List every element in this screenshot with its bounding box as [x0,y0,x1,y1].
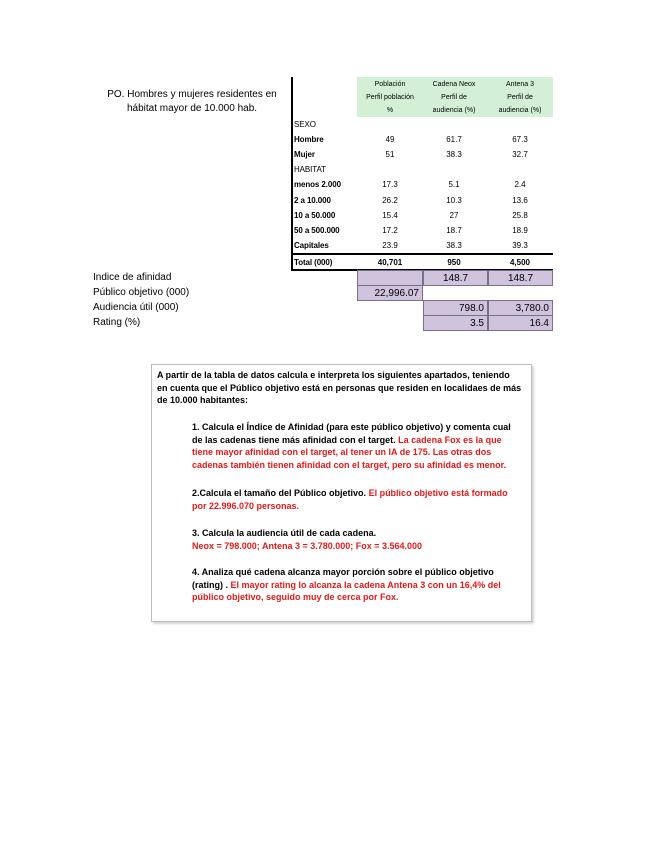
cell: 17.2 [382,226,398,235]
publico-objetivo-cell: 22,996.07 [357,285,423,301]
answer-1: La cadena Fox es la que tiene mayor afinidad con el target, al tener un IA de 175. Las otras dos cadenas también tienen afinidad con el target, pero su afinidad es menor. [192,434,507,470]
header-poblacion: Población Perfil población % [366,81,414,114]
question-1: 1. Calcula el Índice de Afinidad (para este público objetivo) y comenta cual de las cadenas tiene más afinidad con el target. La cadena Fox es la que tiene mayor afinidad con el target, al tener un IA de 175. Las otras dos cadenas también tienen afinidad con el target, pero su afinidad es menor. [192,422,511,470]
indice-neox-cell: 148.7 [423,270,488,286]
question-4: 4. Analiza qué cadena alcanza mayor porción sobre el público objetivo (rating) . El mayor rating lo alcanza la cadena Antena 3 con un 16,4% del público objetivo, seguido muy de cerca por Fox. [192,567,501,602]
total-label: Total (000) [294,258,333,267]
indice-afinidad-label: Indice de afinidad [93,272,172,283]
cell: 13.6 [512,196,528,205]
cell: 39.3 [512,241,528,250]
exercise-note-box [151,364,532,622]
total-cell: 40,701 [377,258,403,267]
cell: 18.9 [512,226,528,235]
cell: 38.3 [446,241,462,250]
answer-4: El mayor rating lo alcanza la cadena Antena 3 con un 16,4% del público objetivo, seguido muy de cerca por Fox. [192,579,501,602]
row-label: 50 a 500.000 [294,226,340,235]
cell: 27 [449,211,459,220]
row-label: 2 a 10.000 [294,196,331,205]
rating-label: Rating (%) [93,317,141,328]
row-label: 10 a 50.000 [294,211,336,220]
publico-objetivo-label: Público objetivo (000) [93,287,190,298]
section-sexo: SEXO [294,120,316,129]
indice-antena3-cell: 148.7 [488,270,553,286]
cell: 2.4 [514,180,526,189]
total-cell: 4,500 [509,258,531,267]
question-3: 3. Calcula la audiencia útil de cada cadena. Neox = 798.000; Antena 3 = 3.780.000; Fox = 3.564.000 [192,528,423,551]
cell: 32.7 [512,150,528,159]
cell: 18.7 [446,226,462,235]
cell: 17.3 [382,180,398,189]
section-habitat: HABITAT [294,165,326,174]
cell: 5.1 [448,180,460,189]
question-2: 2.Calcula el tamaño del Público objetivo. El público objetivo está formado por 22.996.070 personas. [192,488,508,511]
cell: 23.9 [382,241,398,250]
header-neox: Cadena Neox Perfil de audiencia (%) [432,81,476,114]
cell: 25.8 [512,211,528,220]
cell: 38.3 [446,150,462,159]
rating-neox-cell: 3.5 [423,315,488,331]
table-vertical-border [291,77,293,270]
cell: 49 [385,135,395,144]
header-antena3: Antena 3 Perfil de audiencia (%) [498,81,542,114]
cell: 26.2 [382,196,398,205]
total-cell: 950 [447,258,461,267]
note-intro: A partir de la tabla de datos calcula e interpreta los siguientes apartados, teniendo en cuenta que el Público objetivo está en personas que residen en localidaes de más de 10.000 habitantes: [157,370,522,405]
indice-empty-cell [357,270,423,286]
target-title: PO. Hombres y mujeres residentes en hábitat mayor de 10.000 hab. [107,89,277,114]
cell: 67.3 [512,135,528,144]
row-label: Hombre [294,135,324,144]
row-label: Capitales [294,241,329,250]
cell: 61.7 [446,135,462,144]
cell: 10.3 [446,196,462,205]
answer-3: Neox = 798.000; Antena 3 = 3.780.000; Fox = 3.564.000 [192,540,423,551]
row-label: Mujer [294,150,315,159]
cell: 15.4 [382,211,398,220]
cell: 51 [385,150,395,159]
audiencia-neox-cell: 798.0 [423,300,488,316]
row-label: menos 2.000 [294,180,341,189]
answer-2: El público objetivo está formado por 22.996.070 personas. [192,488,508,511]
audiencia-util-label: Audiencia útil (000) [93,302,179,313]
rating-antena3-cell: 16.4 [488,315,553,331]
audiencia-antena3-cell: 3,780.0 [488,300,553,316]
